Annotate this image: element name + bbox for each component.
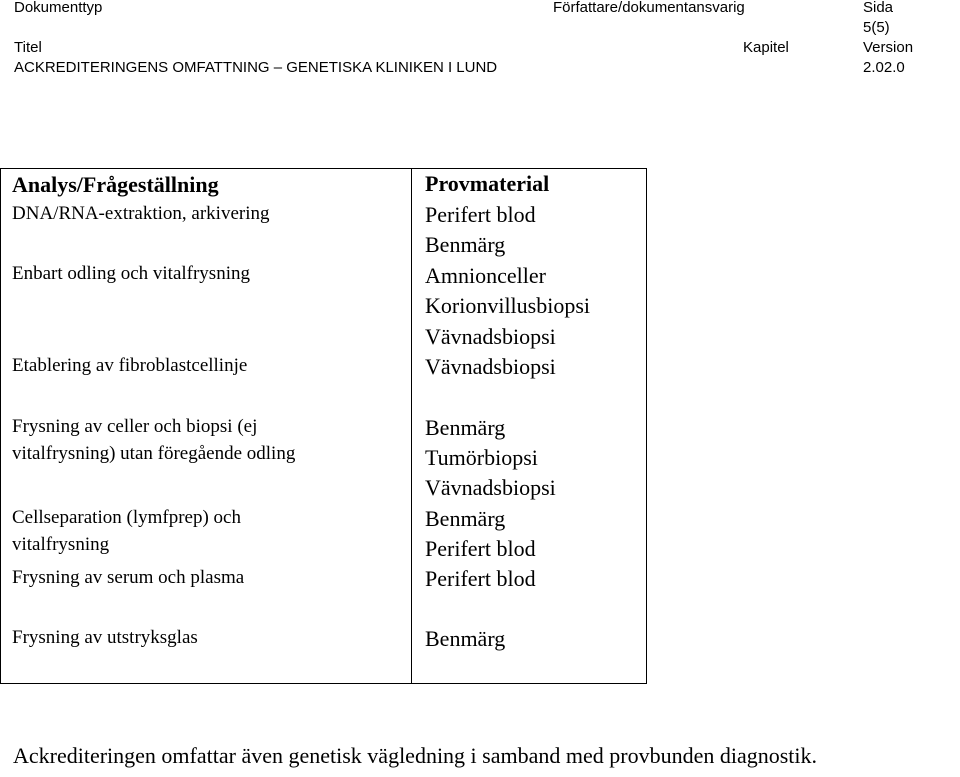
material-column-header: Provmaterial (425, 171, 550, 196)
author-label: Författare/dokumentansvarig (553, 0, 745, 16)
material-cell: Korionvillusbiopsi (425, 293, 591, 318)
page-label: Sida (863, 0, 894, 16)
material-cell: Benmärg (425, 506, 506, 531)
material-cell: Tumörbiopsi (425, 445, 538, 470)
material-cell: Amnionceller (425, 263, 546, 288)
version-label: Version (863, 39, 914, 56)
material-cell: Benmärg (425, 626, 506, 651)
material-cell: Benmärg (425, 232, 506, 257)
analysis-cell: Frysning av serum och plasma (12, 567, 245, 588)
material-cell: Vävnadsbiopsi (425, 475, 556, 500)
analysis-cell: vitalfrysning (12, 534, 110, 555)
analysis-cell: Frysning av utstryksglas (12, 627, 198, 648)
version-number: 2.02.0 (863, 59, 905, 76)
chapter-label: Kapitel (743, 39, 789, 56)
title-label: Titel (14, 39, 42, 56)
material-cell: Benmärg (425, 415, 506, 440)
material-cell: Perifert blod (425, 566, 536, 591)
analysis-cell: Etablering av fibroblastcellinje (12, 355, 248, 376)
material-cell: Perifert blod (425, 536, 536, 561)
analysis-cell: Enbart odling och vitalfrysning (12, 263, 250, 284)
material-cell: Vävnadsbiopsi (425, 354, 556, 379)
material-cell: Vävnadsbiopsi (425, 324, 556, 349)
page-number: 5(5) (863, 19, 890, 36)
doc-type-label: Dokumenttyp (14, 0, 103, 16)
analysis-cell: vitalfrysning) utan föregående odling (12, 443, 296, 464)
accreditation-table (0, 168, 647, 684)
analysis-cell: DNA/RNA-extraktion, arkivering (12, 203, 270, 224)
analysis-cell: Cellseparation (lymfprep) och (12, 507, 241, 528)
analysis-cell: Frysning av celler och biopsi (ej (12, 416, 258, 437)
footer-note: Ackrediteringen omfattar även genetisk vägledning i samband med provbunden diagnostik. (13, 743, 817, 768)
document-title: ACKREDITERINGENS OMFATTNING – GENETISKA KLINIKEN I LUND (14, 59, 498, 76)
column-divider (411, 169, 412, 683)
material-cell: Perifert blod (425, 202, 536, 227)
analysis-column-header: Analys/Frågeställning (12, 172, 219, 197)
